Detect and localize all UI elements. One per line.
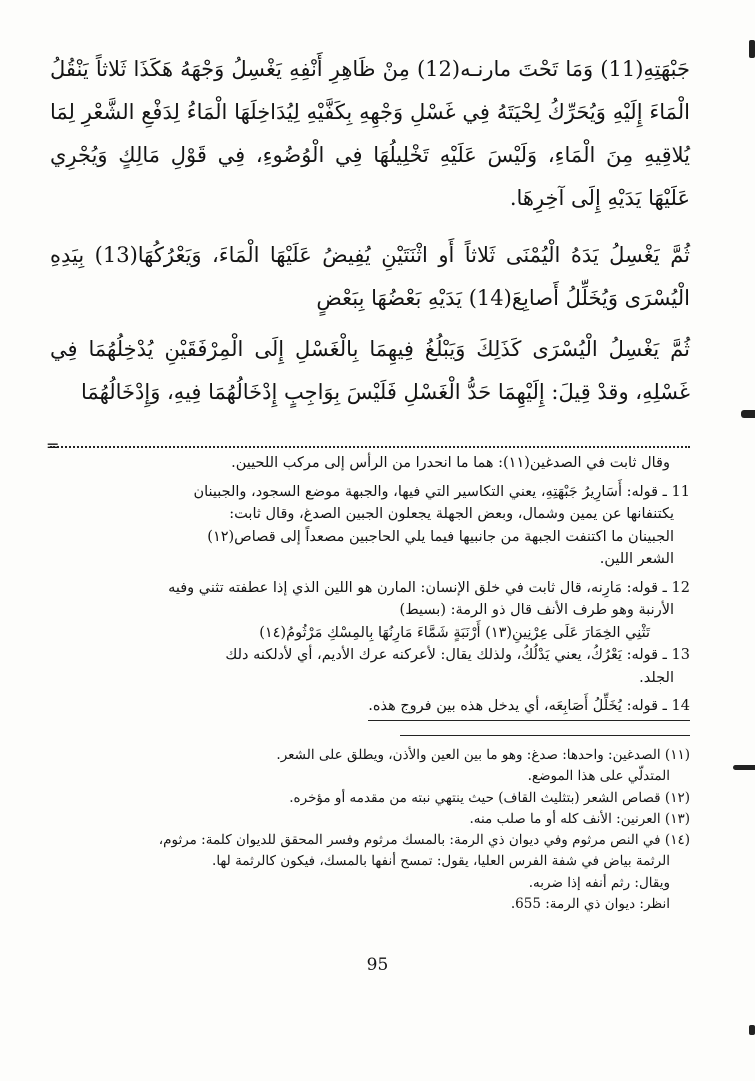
commentary-line: وقال ثابت في الصدغين(١١): هما ما انحدرا من الرأس إلى مركب اللحيين. [231,455,670,471]
continuation-mark: = [46,436,60,455]
footnotes [50,745,690,915]
footnote-rule [400,735,690,736]
footnote-line: ويقال: رثم أنفه إذا ضربه. [528,874,670,891]
commentary-note-11: 11 ـ قوله: أَسَارِيرُ جَبْهَتِهِ، يعني التكاسير التي فيها، والجبهة موضع السجود، والجبينان [193,483,690,500]
page-number: 95 [366,955,389,975]
commentary-line: الجلد. [639,669,674,686]
commentary-line: الشعر اللين. [599,551,674,567]
footnote-13: (١٣) العرنين: الأنف كله أو ما صلب منه. [469,810,690,827]
main-text-body [50,48,690,414]
footnote-14: (١٤) في النص مرثوم وفي ديوان ذي الرمة: بالمسك مرثوم وفسر المحقق للديوان كلمة: مرثوم، [158,832,690,849]
margin-mark [741,410,755,418]
commentary-line: يكتنفانها عن يمين وشمال، وبعض الجهلة يجعلون الجبين الصدغ، وقال ثابت: [229,506,674,522]
main-paragraph: جَبْهَتِهِ(11) وَمَا تَحْتَ مارنـه(12) مِنْ ظَاهِرِ أَنْفِهِ يَغْسِلُ وَجْهَهُ هَكَذَا ثَلاثاً يَنْقُلُ الْمَاءَ إِلَيْهِ وَيُحَرِّكُ لِحْيَتَهُ فِي غَسْلِ وَجْهِهِ بِكَفَّيْهِ لِيُدَاخِلَهَا الْمَاءُ لِدَفْعِ الشَّعْرِ لِمَا يُلاقِيهِ مِنَ الْمَاءِ، وَلَيْسَ عَلَيْهِ تَخْلِيلُهَا فِي الْوُضُوءِ، فِي قَوْلِ مَالِكٍ وَيُجْرِي عَلَيْهَا يَدَيْهِ إِلَى آخِرِهَا. [50,57,691,210]
main-paragraph: ثُمَّ يَغْسِلُ الْيُسْرَى كَذَلِكَ وَيَبْلُغُ فِيهِمَا بِالْغَسْلِ إِلَى الْمِرْفَقَيْنِ يُدْخِلُهُمَا فِي غَسْلِهِ، وقدْ قِيلَ: إِلَيْهِمَا حَدُّ الْغَسْلِ فَلَيْسَ بِوَاجِبٍ إِدْخَالُهُمَا فِيهِ، وَإِدْخَالُهُمَا [50,337,690,404]
footnote-line: المتدلّي على هذا الموضع. [527,768,670,785]
main-paragraph: ثُمَّ يَغْسِلُ يَدَهُ الْيُمْنَى ثَلاثاً أَو اثْنَتَيْنِ يُفِيضُ عَلَيْهَا الْمَاءَ، وَيَعْرُكُهَا(13) بِيَدِهِ الْيُسْرَى وَيُخَلِّلُ أَصابِعَ(14) يَدَيْهِ بَعْضُهَا بِبَعْضٍ [50,243,691,310]
commentary-note-12: 12 ـ قوله: مَارِنه، قال ثابت في خلق الإنسان: المارن هو اللين الذي إذا عطفته تثني وفيه [168,579,690,596]
commentary-line: الأرنبة وهو طرف الأنف قال ذو الرمة: (بسيط) [399,602,674,618]
margin-mark [733,765,755,770]
commentary-note-14: 14 ـ قوله: يُخَلِّلُ أَصَابِعَه، أي يدخل هذه بين فروج هذه. [368,695,690,721]
margin-mark [749,40,755,58]
margin-mark [749,1025,755,1035]
dotted-separator [50,446,690,448]
commentary-line: الجبينان ما اكتنفت الجبهة من جانبيها فيما يلي الحاجبين مصعداً إلى قصاص(١٢) [207,528,674,545]
commentary-notes [50,452,690,721]
footnote-line: الرثمة بياض في شفة الفرس العليا، يقول: تمسح أنفها بالمسك، فيكون كالرثمة لها. [212,853,670,870]
footnote-12: (١٢) قصاص الشعر (بتثليث القاف) حيث ينتهي نبته من مقدمه أو مؤخره. [289,789,690,806]
footnote-line: انظر: ديوان ذي الرمة: 655. [510,896,670,913]
commentary-note-13: 13 ـ قوله: يَعْرُكُ، يعني يَدْلُكُ، ولذلك يقال: لأعركنه عرك الأديم، أي لأدلكنه دلك [225,647,690,663]
footnote-11: (١١) الصدغين: واحدها: صدغ: وهو ما بين العين والأذن، ويطلق على الشعر. [276,747,690,763]
poetry-verse: تَثْنِي الخِمَارَ عَلَى عِرْنِينِ(١٣) أَرْنَبَةٍ شَمَّاءَ مَارِنُهَا بِالمِسْكِ مَرْثُومُ(١٤) [259,624,650,641]
